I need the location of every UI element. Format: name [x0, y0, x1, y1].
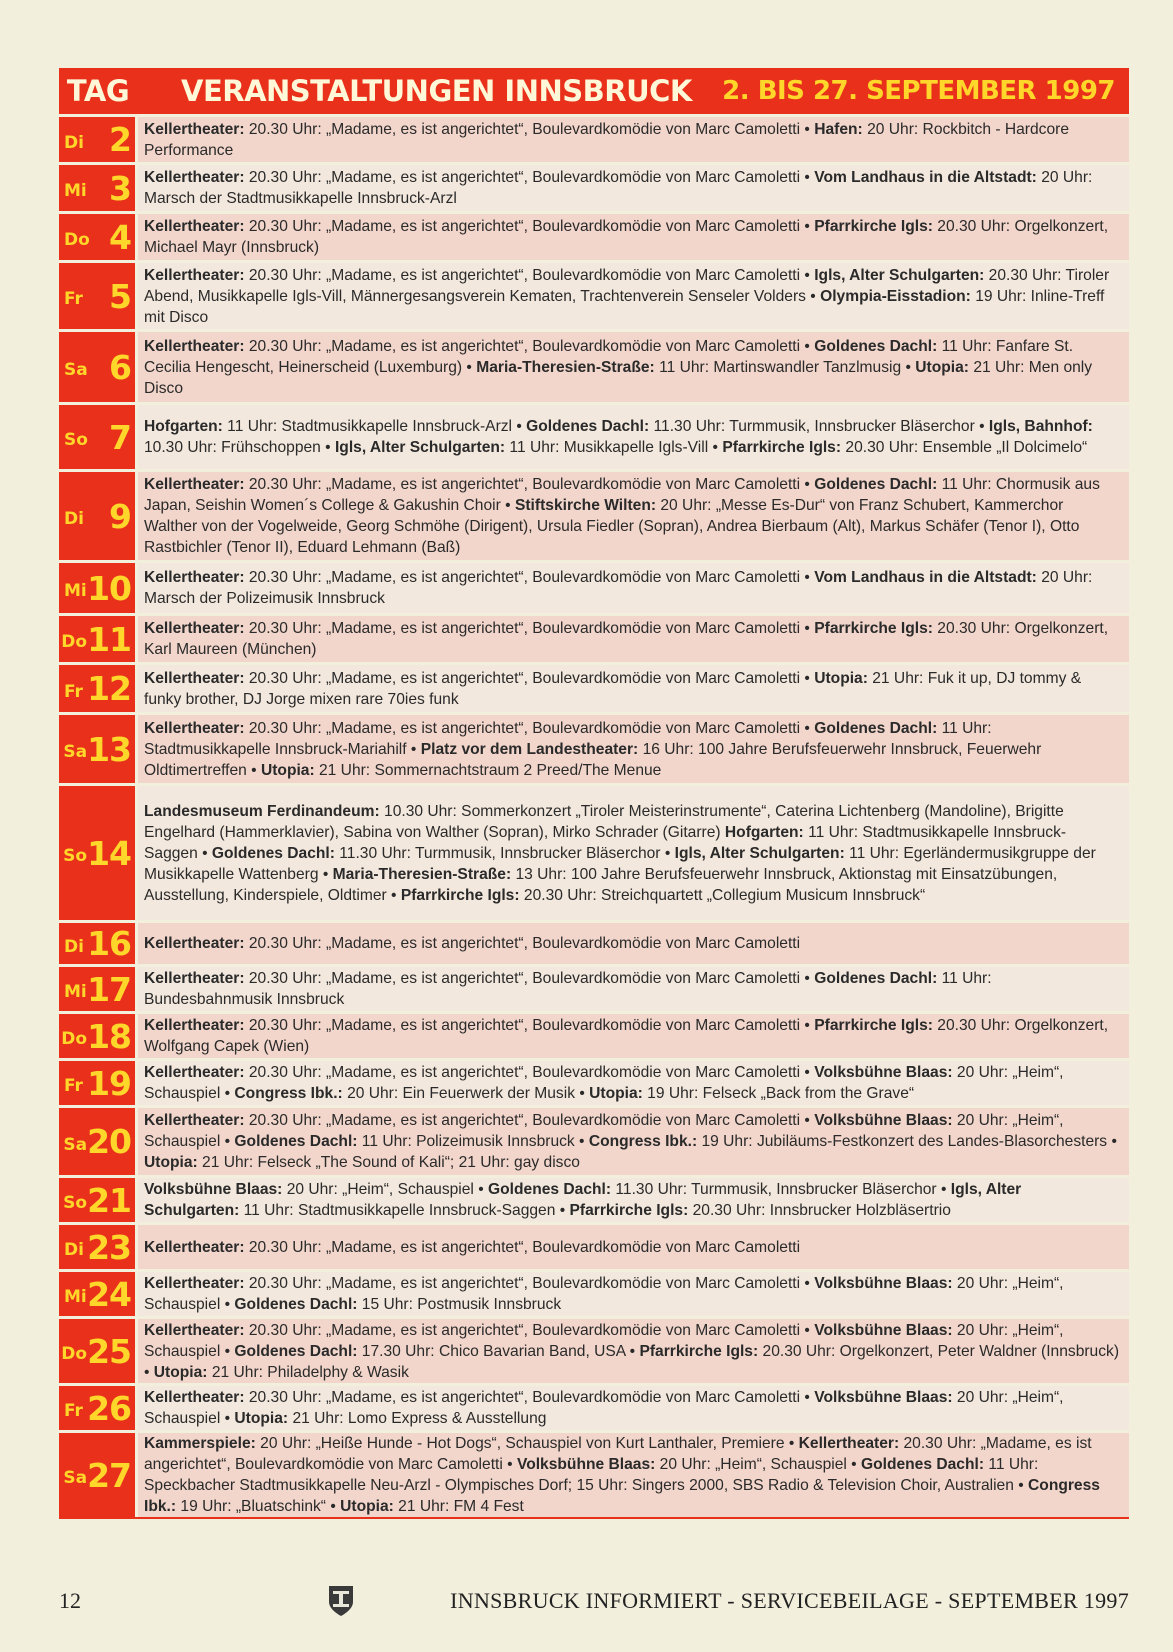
- event-text: Kellertheater: 20.30 Uhr: „Madame, es ist angerichtet“, Boulevardkomödie von Marc Camoletti • Vom Landhaus in die Altstadt: 20 Uhr: Marsch der Polizeimusik Innsbruck: [144, 569, 1093, 607]
- day-number: 20: [87, 1122, 131, 1161]
- event-description: [138, 405, 1129, 469]
- day-number: 21: [87, 1180, 131, 1220]
- weekday: Mi: [64, 581, 87, 601]
- day-number: 18: [87, 1016, 131, 1056]
- event-description: [138, 786, 1129, 920]
- event-description: [138, 715, 1129, 783]
- day-cell: [59, 616, 135, 662]
- event-text: Kellertheater: 20.30 Uhr: „Madame, es ist angerichtet“, Boulevardkomödie von Marc Camoletti • Pfarrkirche Igls: 20.30 Uhr: Orgelkonzert, Wolfgang Capek (Wien): [144, 1017, 1109, 1055]
- event-text: Kellertheater: 20.30 Uhr: „Madame, es ist angerichtet“, Boulevardkomödie von Marc Camoletti • Volksbühne Blaas: 20 Uhr: „Heim“, Schauspiel • Congress Ibk.: 20 Uhr: Ein Feuerwerk der Musik • Utopia: 19 Uhr: Felseck „Back from the Grave“: [144, 1064, 1064, 1102]
- calendar-rows: [59, 114, 1129, 1519]
- day-number: 23: [87, 1227, 131, 1267]
- day-number: 26: [87, 1388, 131, 1428]
- weekday: Sa: [64, 360, 88, 380]
- calendar-row: [59, 613, 1129, 662]
- day-cell: [59, 165, 135, 211]
- event-calendar: [59, 68, 1129, 1519]
- day-cell: [59, 1386, 135, 1430]
- weekday: Do: [61, 1344, 88, 1364]
- event-text: Volksbühne Blaas: 20 Uhr: „Heim“, Schauspiel • Goldenes Dachl: 11.30 Uhr: Turmmusik, Innsbrucker Bläserchor • Igls, Alter Schulgarten: 11 Uhr: Stadtmusikkapelle Innsbruck-Saggen • Pfarrkirche Igls: 20.30 Uhr: Innsbrucker Holzbläsertrio: [144, 1181, 1022, 1219]
- event-text: Kellertheater: 20.30 Uhr: „Madame, es ist angerichtet“, Boulevardkomödie von Marc Camoletti • Utopia: 21 Uhr: Fuk it up, DJ tommy & funky brother, DJ Jorge mixen rare 70ies funk: [144, 669, 1082, 708]
- event-description: [138, 332, 1129, 402]
- weekday: Fr: [64, 681, 83, 702]
- calendar-row: [59, 329, 1129, 402]
- event-text: Kellertheater: 20.30 Uhr: „Madame, es ist angerichtet“, Boulevardkomödie von Marc Camoletti • Vom Landhaus in die Altstadt: 20 Uhr: Marsch der Stadtmusikkapelle Innsbruck-Arzl: [144, 169, 1093, 207]
- calendar-row: [59, 1430, 1129, 1517]
- event-text: Kellertheater: 20.30 Uhr: „Madame, es ist angerichtet“, Boulevardkomödie von Marc Camoletti • Pfarrkirche Igls: 20.30 Uhr: Orgelkonzert, Michael Mayr (Innsbruck): [144, 218, 1109, 256]
- day-cell: [59, 332, 135, 402]
- day-cell: [59, 472, 135, 560]
- day-number: 12: [87, 669, 131, 708]
- event-description: [138, 165, 1129, 211]
- event-description: [138, 1014, 1129, 1058]
- day-cell: [59, 214, 135, 260]
- day-number: 6: [109, 347, 131, 387]
- publication-title: INNSBRUCK INFORMIERT - SERVICEBEILAGE - SEPTEMBER 1997: [450, 1588, 1129, 1613]
- weekday: Sa: [63, 1468, 88, 1488]
- weekday: Di: [64, 132, 84, 153]
- weekday: Di: [64, 509, 84, 529]
- weekday: So: [64, 430, 88, 450]
- calendar-row: [59, 1222, 1129, 1269]
- weekday: Do: [64, 230, 90, 250]
- day-number: 4: [109, 217, 131, 257]
- weekday: Fr: [64, 289, 83, 309]
- day-number: 5: [109, 276, 131, 316]
- day-number: 27: [87, 1455, 131, 1495]
- event-description: [138, 263, 1129, 329]
- event-text: Kellertheater: 20.30 Uhr: „Madame, es ist angerichtet“, Boulevardkomödie von Marc Camoletti • Goldenes Dachl: 11 Uhr: Bundesbahnmusik Innsbruck: [144, 970, 992, 1008]
- event-description: [138, 1319, 1129, 1383]
- weekday: Di: [64, 936, 84, 957]
- event-description: [138, 1225, 1129, 1269]
- calendar-row: [59, 1269, 1129, 1316]
- weekday: Mi: [64, 181, 87, 201]
- page-footer: [59, 1584, 1129, 1618]
- header-tag: TAG: [66, 74, 130, 108]
- event-description: [138, 214, 1129, 260]
- weekday: So: [63, 1193, 88, 1213]
- calendar-row: [59, 1316, 1129, 1383]
- event-text: Kellertheater: 20.30 Uhr: „Madame, es ist angerichtet“, Boulevardkomödie von Marc Camoletti • Pfarrkirche Igls: 20.30 Uhr: Orgelkonzert, Karl Maureen (München): [144, 620, 1109, 658]
- event-description: [138, 1108, 1129, 1175]
- day-number: 9: [109, 496, 131, 536]
- event-text: Hofgarten: 11 Uhr: Stadtmusikkapelle Innsbruck-Arzl • Goldenes Dachl: 11.30 Uhr: Turmmusik, Innsbrucker Bläserchor • Igls, Bahnhof: 10.30 Uhr: Frühschoppen • Igls, Alter Schulgarten: 11 Uhr: Musikkapelle Igls-Vill • Pfarrkirche Igls: 20.30 Uhr: Ensemble „Il Dolcimelo“: [144, 418, 1093, 456]
- weekday: Di: [64, 1240, 84, 1260]
- weekday: Sa: [63, 742, 88, 762]
- day-number: 3: [109, 168, 131, 208]
- day-cell: [59, 1433, 135, 1517]
- day-number: 11: [87, 619, 131, 659]
- weekday: Fr: [64, 1401, 83, 1421]
- event-text: Kammerspiele: 20 Uhr: „Heiße Hunde - Hot Dogs“, Schauspiel von Kurt Lanthaler, Premiere • Kellertheater: 20.30 Uhr: „Madame, es ist angerichtet“, Boulevardkomödie von Marc Camoletti • Volksbühne Blaas: 20 Uhr: „Heim“, Schauspiel • Goldenes Dachl: 11 Uhr: Speckbacher Stadtmusikkapelle Neu-Arzl - Olympisches Dorf; 15 Uhr: Singers 2000, SBS Radio & Television Choir, Australien • Congress Ibk.: 19 Uhr: „Bluatschink“ • Utopia: 21 Uhr: FM 4 Fest: [144, 1435, 1100, 1515]
- event-text: Kellertheater: 20.30 Uhr: „Madame, es ist angerichtet“, Boulevardkomödie von Marc Camoletti • Volksbühne Blaas: 20 Uhr: „Heim“, Schauspiel • Goldenes Dachl: 11 Uhr: Polizeimusik Innsbruck • Congress Ibk.: 19 Uhr: Jubiläums-Festkonzert des Landes-Blasorchesters • Utopia: 21 Uhr: Felseck „The Sound of Kali“; 21 Uhr: gay disco: [144, 1112, 1117, 1171]
- calendar-row: [59, 1058, 1129, 1105]
- calendar-row: [59, 402, 1129, 469]
- event-text: Kellertheater: 20.30 Uhr: „Madame, es ist angerichtet“, Boulevardkomödie von Marc Camoletti • Volksbühne Blaas: 20 Uhr: „Heim“, Schauspiel • Utopia: 21 Uhr: Lomo Express & Ausstellung: [144, 1389, 1064, 1427]
- calendar-row: [59, 469, 1129, 560]
- calendar-row: [59, 162, 1129, 211]
- day-cell: [59, 405, 135, 469]
- day-cell: [59, 1061, 135, 1105]
- day-number: 14: [87, 833, 131, 873]
- day-cell: [59, 923, 135, 964]
- innsbruck-coat-of-arms-icon: [327, 1584, 355, 1618]
- day-cell: [59, 1272, 135, 1316]
- event-text: Kellertheater: 20.30 Uhr: „Madame, es ist angerichtet“, Boulevardkomödie von Marc Camoletti • Goldenes Dachl: 11 Uhr: Stadtmusikkapelle Innsbruck-Mariahilf • Platz vor dem Landestheater: 16 Uhr: 100 Jahre Berufsfeuerwehr Innsbruck, Feuerwehr Oldtimertreffen • Utopia: 21 Uhr: Sommernachtstraum 2 Preed/The Menue: [144, 719, 1042, 779]
- header-date-range: 2. BIS 27. SEPTEMBER 1997: [722, 76, 1115, 106]
- event-text: Kellertheater: 20.30 Uhr: „Madame, es ist angerichtet“, Boulevardkomödie von Marc Camoletti: [144, 935, 801, 952]
- calendar-row: [59, 783, 1129, 920]
- calendar-row: [59, 964, 1129, 1011]
- day-cell: [59, 563, 135, 613]
- calendar-row: [59, 560, 1129, 613]
- day-number: 7: [109, 417, 131, 457]
- day-cell: [59, 967, 135, 1011]
- calendar-row: [59, 211, 1129, 260]
- day-number: 10: [87, 568, 131, 608]
- calendar-header: [59, 68, 1129, 114]
- day-cell: [59, 665, 135, 712]
- calendar-row: [59, 1105, 1129, 1175]
- calendar-row: [59, 1011, 1129, 1058]
- day-number: 25: [87, 1331, 131, 1371]
- weekday: Do: [61, 632, 88, 652]
- event-description: [138, 117, 1129, 162]
- event-description: [138, 1178, 1129, 1222]
- day-number: 24: [87, 1274, 131, 1314]
- calendar-row: [59, 114, 1129, 162]
- event-description: [138, 1433, 1129, 1517]
- event-description: [138, 665, 1129, 712]
- header-title: VERANSTALTUNGEN INNSBRUCK: [181, 74, 692, 108]
- event-description: [138, 563, 1129, 613]
- event-description: [138, 616, 1129, 662]
- event-description: [138, 923, 1129, 964]
- event-text: Kellertheater: 20.30 Uhr: „Madame, es ist angerichtet“, Boulevardkomödie von Marc Camoletti • Goldenes Dachl: 11 Uhr: Chormusik aus Japan, Seishin Women´s College & Gakushin Choir • Stiftskirche Wilten: 20 Uhr: „Messe Es-Dur“ von Franz Schubert, Kammerchor Walther von der Vogelweide, Georg Schmöhe (Dirigent), Ursula Fiedler (Sopran), Andrea Bierbaum (Alt), Markus Schäfer (Tenor I), Otto Rastbichler (Tenor II), Eduard Lehmann (Baß): [144, 476, 1100, 556]
- day-cell: [59, 786, 135, 920]
- event-text: Landesmuseum Ferdinandeum: 10.30 Uhr: Sommerkonzert „Tiroler Meisterinstrumente“, Caterina Lichtenberg (Mandoline), Brigitte Engelhard (Hammerklavier), Sabina von Walther (Sopran), Mirko Schrader (Gitarre) Hofgarten: 11 Uhr: Stadtmusikkapelle Innsbruck-Saggen • Goldenes Dachl: 11.30 Uhr: Turmmusik, Innsbrucker Bläserchor • Igls, Alter Schulgarten: 11 Uhr: Egerländermusikgruppe der Musikkapelle Wattenberg • Maria-Theresien-Straße: 13 Uhr: 100 Jahre Berufsfeuerwehr Innsbruck, Aktionstag mit Einsatzübungen, Ausstellung, Kinderspiele, Oldtimer • Pfarrkirche Igls: 20.30 Uhr: Streichquartett „Collegium Musicum Innsbruck“: [144, 802, 1096, 904]
- day-number: 16: [87, 924, 131, 963]
- day-cell: [59, 1108, 135, 1175]
- day-cell: [59, 1014, 135, 1058]
- weekday: So: [63, 846, 88, 866]
- weekday: Mi: [64, 1287, 87, 1307]
- day-cell: [59, 1178, 135, 1222]
- day-cell: [59, 117, 135, 162]
- event-description: [138, 1061, 1129, 1105]
- day-cell: [59, 1225, 135, 1269]
- calendar-row: [59, 1175, 1129, 1222]
- event-text: Kellertheater: 20.30 Uhr: „Madame, es ist angerichtet“, Boulevardkomödie von Marc Camoletti • Hafen: 20 Uhr: Rockbitch - Hardcore Performance: [144, 120, 1070, 159]
- event-description: [138, 967, 1129, 1011]
- event-description: [138, 1272, 1129, 1316]
- weekday: Fr: [64, 1076, 83, 1096]
- day-cell: [59, 1319, 135, 1383]
- day-number: 17: [87, 969, 131, 1009]
- day-cell: [59, 263, 135, 329]
- event-text: Kellertheater: 20.30 Uhr: „Madame, es ist angerichtet“, Boulevardkomödie von Marc Camoletti • Volksbühne Blaas: 20 Uhr: „Heim“, Schauspiel • Goldenes Dachl: 15 Uhr: Postmusik Innsbruck: [144, 1275, 1064, 1313]
- calendar-row: [59, 662, 1129, 712]
- calendar-row: [59, 920, 1129, 964]
- weekday: Do: [61, 1029, 88, 1049]
- event-text: Kellertheater: 20.30 Uhr: „Madame, es ist angerichtet“, Boulevardkomödie von Marc Camoletti • Igls, Alter Schulgarten: 20.30 Uhr: Tiroler Abend, Musikkapelle Igls-Vill, Männergesangsverein Kematen, Trachtenverein Senseler Volders • Olympia-Eisstadion: 19 Uhr: Inline-Treff mit Disco: [144, 266, 1110, 326]
- calendar-row: [59, 260, 1129, 329]
- day-cell: [59, 715, 135, 783]
- event-text: Kellertheater: 20.30 Uhr: „Madame, es ist angerichtet“, Boulevardkomödie von Marc Camoletti • Goldenes Dachl: 11 Uhr: Fanfare St. Cecilia Hengescht, Heinerscheid (Luxemburg) • Maria-Theresien-Straße: 11 Uhr: Martinswandler Tanzlmusig • Utopia: 21 Uhr: Men only Disco: [144, 337, 1093, 397]
- calendar-row: [59, 1383, 1129, 1430]
- day-number: 19: [87, 1063, 131, 1103]
- day-number: 2: [109, 120, 131, 159]
- weekday: Mi: [64, 982, 87, 1002]
- event-description: [138, 1386, 1129, 1430]
- event-text: Kellertheater: 20.30 Uhr: „Madame, es ist angerichtet“, Boulevardkomödie von Marc Camoletti: [144, 1238, 801, 1256]
- event-text: Kellertheater: 20.30 Uhr: „Madame, es ist angerichtet“, Boulevardkomödie von Marc Camoletti • Volksbühne Blaas: 20 Uhr: „Heim“, Schauspiel • Goldenes Dachl: 17.30 Uhr: Chico Bavarian Band, USA • Pfarrkirche Igls: 20.30 Uhr: Orgelkonzert, Peter Waldner (Innsbruck) • Utopia: 21 Uhr: Philadelphy & Wasik: [144, 1321, 1120, 1381]
- day-number: 13: [87, 729, 131, 769]
- event-description: [138, 472, 1129, 560]
- calendar-row: [59, 712, 1129, 783]
- page-number: 12: [59, 1588, 81, 1613]
- weekday: Sa: [63, 1134, 88, 1155]
